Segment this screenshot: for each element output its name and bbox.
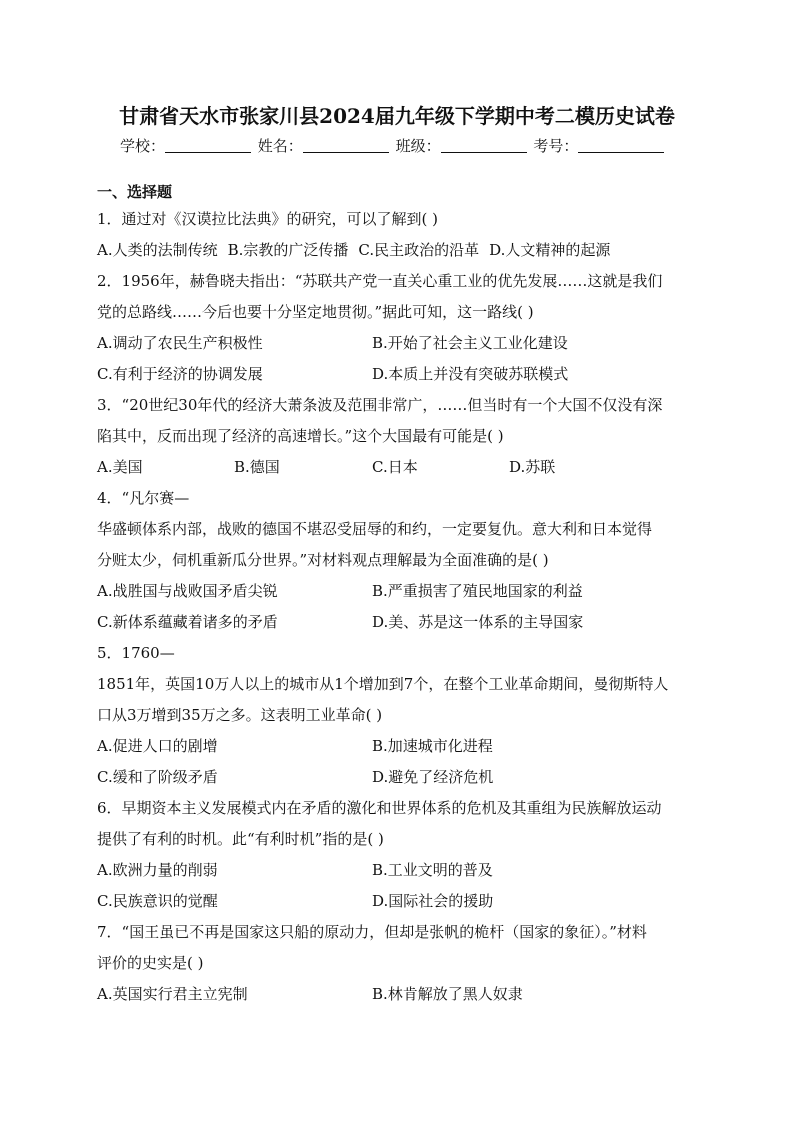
question-4 (97, 483, 697, 638)
name-label: 姓名： (257, 137, 303, 155)
answer-option[interactable]: C.新体系蕴藏着诸多的矛盾 (97, 613, 278, 631)
question-text-line: 3．“20世纪30年代的经济大萧条波及范围非常广，……但当时有一个大国不仅没有深 (97, 396, 663, 414)
answer-option[interactable]: D.国际社会的援助 (372, 892, 494, 910)
question-text-line: 2．1956年，赫鲁晓夫指出：“苏联共产党一直关心重工业的优先发展……这就是我们 (97, 272, 663, 290)
answer-option[interactable]: A.英国实行君主立宪制 (97, 985, 248, 1003)
name-blank[interactable] (303, 138, 389, 153)
exam-number-label: 考号： (533, 137, 579, 155)
question-1 (97, 204, 697, 266)
answer-option[interactable]: A.美国 (97, 458, 143, 476)
options-row (97, 731, 697, 762)
answer-option[interactable]: D.避免了经济危机 (372, 768, 494, 786)
question-text-line: 1851年，英国10万人以上的城市从1个增加到7个，在整个工业革命期间，曼彻斯特人 (97, 675, 669, 693)
answer-option[interactable]: C.民族意识的觉醒 (97, 892, 218, 910)
answer-option[interactable]: B.德国 (234, 458, 280, 476)
answer-option[interactable]: B.开始了社会主义工业化建设 (372, 334, 568, 352)
question-text-line: 4．“凡尔赛— (97, 489, 190, 507)
question-text-line: 6．早期资本主义发展模式内在矛盾的激化和世界体系的危机及其重组为民族解放运动 (97, 799, 662, 817)
options-row (97, 762, 697, 793)
options-row (97, 855, 697, 886)
question-2 (97, 266, 697, 390)
options-row (97, 979, 697, 1010)
answer-option[interactable]: C.日本 (372, 458, 418, 476)
answer-option[interactable]: D.美、苏是这一体系的主导国家 (372, 613, 584, 631)
answer-option[interactable]: D.本质上并没有突破苏联模式 (372, 365, 569, 383)
answer-option[interactable]: D.人文精神的起源 (489, 241, 611, 259)
question-7 (97, 917, 697, 1010)
school-label: 学校： (120, 137, 166, 155)
question-text-line: 7．“国王虽已不再是国家这只船的原动力，但却是张帆的桅杆（国家的象征）。”材料 (97, 923, 647, 941)
options-row (97, 576, 697, 607)
options-row (97, 607, 697, 638)
exam-number-blank[interactable] (578, 138, 664, 153)
options-row (97, 235, 697, 266)
question-text-line: 党的总路线……今后也要十分坚定地贯彻。”据此可知，这一路线( ) (97, 303, 534, 321)
answer-option[interactable]: D.苏联 (509, 458, 556, 476)
answer-option[interactable]: B.严重损害了殖民地国家的利益 (372, 582, 583, 600)
section-heading: 一、选择题 (97, 183, 173, 201)
answer-option[interactable]: A.欧洲力量的削弱 (97, 861, 218, 879)
options-row (97, 328, 697, 359)
question-3 (97, 390, 697, 483)
student-info-line (120, 135, 666, 156)
question-5 (97, 638, 697, 793)
answer-option[interactable]: C.有利于经济的协调发展 (97, 365, 263, 383)
answer-option[interactable]: B.加速城市化进程 (372, 737, 493, 755)
class-blank[interactable] (441, 138, 527, 153)
answer-option[interactable]: B.工业文明的普及 (372, 861, 493, 879)
answer-option[interactable]: A.促进人口的剧增 (97, 737, 218, 755)
answer-option[interactable]: A.调动了农民生产积极性 (97, 334, 263, 352)
question-text-line: 5．1760— (97, 644, 175, 662)
question-text-line: 提供了有利的时机。此“有利时机”指的是( ) (97, 830, 384, 848)
answer-option[interactable]: B.宗教的广泛传播 (227, 241, 349, 259)
answer-option[interactable]: A.人类的法制传统 (97, 241, 218, 259)
answer-option[interactable]: B.林肯解放了黑人奴隶 (372, 985, 523, 1003)
options-row (97, 886, 697, 917)
question-text-line: 口从3万增到35万之多。这表明工业革命( ) (97, 706, 383, 724)
class-label: 班级： (395, 137, 441, 155)
question-text-line: 评价的史实是( ) (97, 954, 204, 972)
question-text-line: 1．通过对《汉谟拉比法典》的研究，可以了解到( ) (97, 210, 439, 228)
question-text-line: 陷其中，反而出现了经济的高速增长。”这个大国最有可能是( ) (97, 427, 504, 445)
answer-option[interactable]: C.民主政治的沿革 (358, 241, 480, 259)
answer-option[interactable]: A.战胜国与战败国矛盾尖锐 (97, 582, 278, 600)
question-6 (97, 793, 697, 917)
question-text-line: 分赃太少，伺机重新瓜分世界。”对材料观点理解最为全面准确的是( ) (97, 551, 549, 569)
question-text-line: 华盛顿体系内部，战败的德国不堪忍受屈辱的和约，一定要复仇。意大利和日本觉得 (97, 520, 653, 538)
question-list (97, 180, 697, 1010)
answer-option[interactable]: C.缓和了阶级矛盾 (97, 768, 218, 786)
school-blank[interactable] (165, 138, 251, 153)
options-row (97, 359, 697, 390)
page-title: 甘肃省天水市张家川县2024届九年级下学期中考二模历史试卷 (119, 104, 675, 128)
options-row (97, 452, 697, 483)
